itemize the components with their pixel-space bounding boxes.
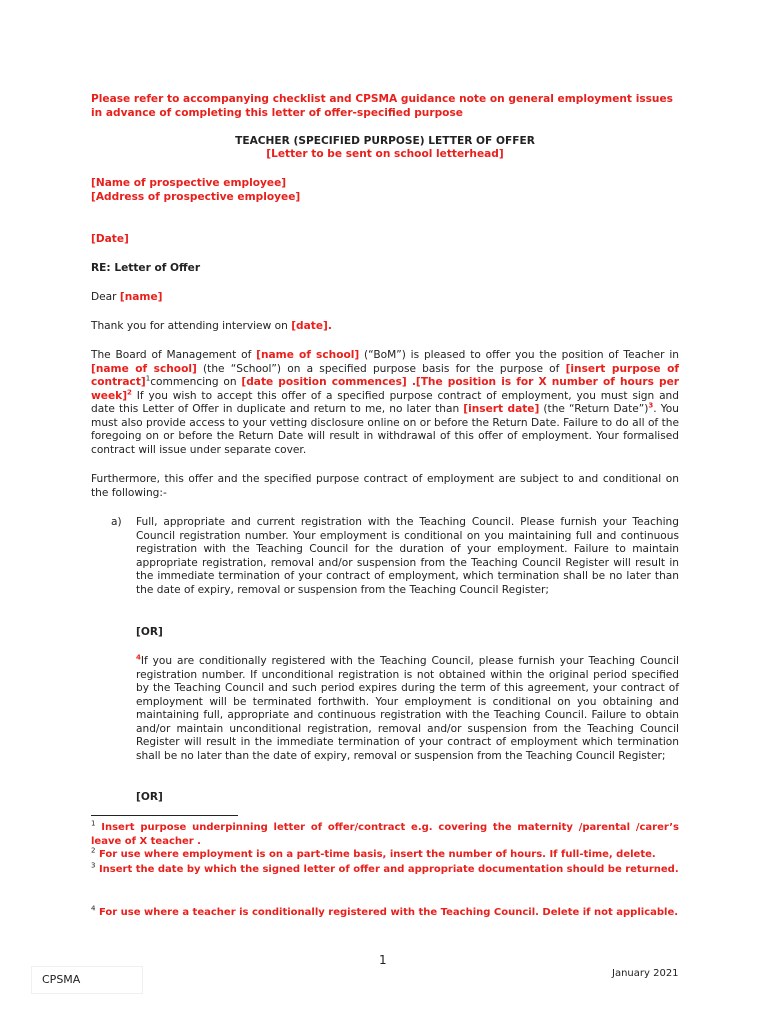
letter-title: TEACHER (SPECIFIED PURPOSE) LETTER OF OFFER [235,135,535,147]
footnote-1-num: 1 [91,819,96,828]
footer-org: CPSMA [42,973,81,986]
footnote-ref-2: 2 [127,387,132,396]
p1-t5: If you wish to accept this offer of a specified purpose contract of employment, you must sign and date this Letter of Offer in duplicate and return to me, no later than [91,389,679,415]
offer-paragraph [91,349,679,457]
footnote-3-num: 3 [91,861,96,870]
salutation-name: [name] [119,291,163,303]
p1-t7: . You must also provide access to your vetting disclosure online on or before the Return Date. Failure to do all of the foregoing on or before the Return Date will result in withdrawal of this offer of employment. Your formalised contract will issue under separate cover. [91,403,679,456]
item-b-text: If you are conditionally registered with the Teaching Council, please furnish your Teaching Council registration number. If unconditional registration is not obtained within the original period specified by the Teaching Council and such period expires during the term of this agreement, your contract of employment will be terminated forthwith. Your employment is conditional on you obtaining and maintaining full, appropriate and continuous registration with the Teaching Council. Failure to obtain and/or maintain unconditional registration, removal and/or suspension from the Teaching Council Register will result in the immediate termination of your contract of employment which termination shall be no later than the date of expiry, removal or suspension from the Teaching Council Register; [136,655,679,762]
p1-commence-date: [date position commences] [241,376,407,388]
footnote-4 [91,906,679,920]
employee-name-placeholder: [Name of prospective employee] [91,177,287,189]
footnote-3-text: Insert the date by which the signed letter of offer and appropriate documentation should be returned. [95,864,679,875]
p1-t2: (“BoM”) is pleased to offer you the position of Teacher in [359,349,679,361]
salutation-prefix: Dear [91,291,120,303]
p1-purpose: [insert purpose of contract] [91,362,679,388]
employee-address-placeholder: [Address of prospective employee] [91,191,301,203]
p1-school-2: [name of school] [91,362,197,375]
list-marker-a: a) [111,516,122,528]
or-label-2: [OR] [136,791,163,803]
footnote-ref-1: 1 [145,374,151,383]
thanks-line [91,320,679,334]
footnote-divider [91,815,238,816]
footnote-2-num: 2 [91,846,96,855]
p1-t1: The Board of Management of [91,349,257,361]
footer-left-box [31,966,143,994]
p1-t6: (the “Return Date”) [539,403,649,415]
p1-t4: commencing on [150,376,242,388]
p1-return-date: [insert date] [463,403,540,415]
re-line: RE: Letter of Offer [91,262,201,274]
footnote-4-num: 4 [91,904,96,913]
date-placeholder: [Date] [91,233,129,245]
letter-subtitle: [Letter to be sent on school letterhead] [266,148,504,160]
salutation [91,291,679,305]
thanks-date: [date]. [291,320,332,332]
p1-t3: (the “School”) on a specified purpose basis for the purpose of [196,362,566,375]
footnote-4-text: For use where a teacher is conditionally registered with the Teaching Council. Delete if not applicable. [95,907,679,918]
conditions-paragraph: Furthermore, this offer and the specified purpose contract of employment are subject to and conditional on the following:- [91,473,679,499]
footnote-2-text: For use where employment is on a part-time basis, insert the number of hours. If full-time, delete. [95,849,656,860]
footnote-1-text: Insert purpose underpinning letter of offer/contract e.g. covering the maternity /parental /carer’s leave of X teacher . [91,822,679,847]
condition-item-a: Full, appropriate and current registration with the Teaching Council. Please furnish your Teaching Council registration number. Your employment is conditional on you maintaining full and continuous registration with the Teaching Council for the duration of your employment. Failure to maintain appropriate registration, removal and/or suspension from the Teaching Council Register will result in the immediate termination of your contract of employment, which termination shall be no later than the date of expiry, removal or suspension from the Teaching Council Register; [136,516,679,596]
footnote-2 [91,848,679,862]
footnote-3 [91,863,679,877]
condition-item-b [136,655,679,763]
thanks-text: Thank you for attending interview on [91,320,292,332]
footnote-ref-3: 3 [648,401,654,410]
footnote-1 [91,821,679,848]
footnote-ref-4: 4 [136,653,141,662]
footer-date: January 2021 [612,968,679,979]
intro-note: Please refer to accompanying checklist and CPSMA guidance note on general employment issues in advance of completing this letter of offer-specified purpose [91,93,673,119]
or-label-1: [OR] [136,626,163,638]
page-number: 1 [379,953,387,967]
p1-school-1: [name of school] [256,349,360,361]
p1-hours: .[The position is for X number of hours per week] [91,376,679,402]
